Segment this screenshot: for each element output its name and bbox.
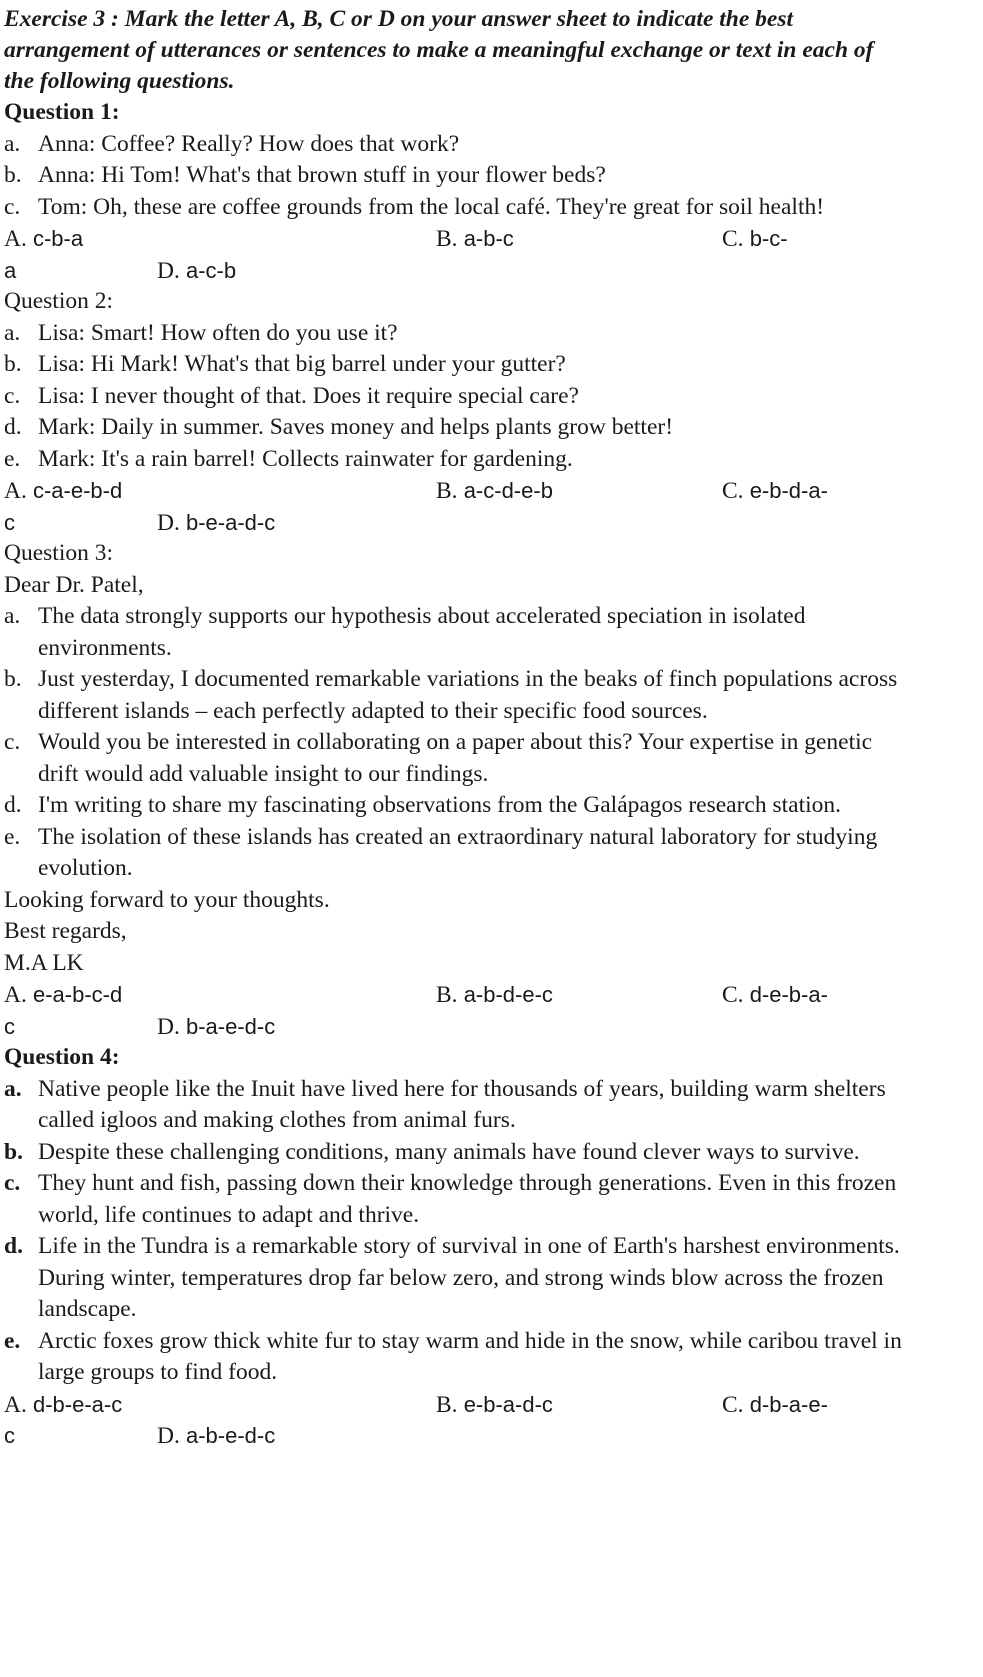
letter-regards: Best regards, xyxy=(4,918,127,944)
q2-option-d[interactable]: D. b-e-a-d-c xyxy=(157,509,276,536)
q3-options-row xyxy=(4,979,983,1011)
question-4-title: Question 4: xyxy=(4,1044,120,1070)
q1-option-a[interactable]: A. c-b-a xyxy=(4,226,84,252)
q3-option-c-wrap: c xyxy=(4,1013,15,1039)
q1-option-c[interactable]: C. b-c- xyxy=(722,226,788,252)
q4-item-a: a. Native people like the Inuit have lived here for thousands of years, building warm shelters called igloos and making clothes from animal furs. xyxy=(4,1075,886,1133)
q4-option-d[interactable]: D. a-b-e-d-c xyxy=(157,1423,276,1449)
q3-option-c[interactable]: C. d-e-b-a- xyxy=(722,982,828,1008)
q1-item-b: b. Anna: Hi Tom! What's that brown stuff in your flower beds? xyxy=(4,162,606,188)
letter-signature: M.A LK xyxy=(4,949,84,976)
exercise-heading: Exercise 3 : Mark the letter A, B, C or D on your answer sheet to indicate the best arrangement of utterances or sentences to make a meaningful exchange or text in each of the following questions. xyxy=(4,6,874,94)
q3-item-a: a. The data strongly supports our hypothesis about accelerated speciation in isolated environments. xyxy=(4,603,806,661)
q2-item-d: d. Mark: Daily in summer. Saves money and helps plants grow better! xyxy=(4,414,674,440)
letter-closing: Looking forward to your thoughts. xyxy=(4,886,330,913)
q2-item-c: c. Lisa: I never thought of that. Does it require special care? xyxy=(4,382,579,409)
q1-option-d[interactable]: D. a-c-b xyxy=(157,257,237,284)
letter-greeting: Dear Dr. Patel, xyxy=(4,571,144,598)
q1-option-c-wrap: a xyxy=(4,257,17,283)
q3-item-d: d. I'm writing to share my fascinating observations from the Galápagos research station. xyxy=(4,792,842,818)
q4-option-a[interactable]: A. d-b-e-a-c xyxy=(4,1391,123,1418)
q4-option-b[interactable]: B. e-b-a-d-c xyxy=(436,1391,553,1418)
question-3-title: Question 3: xyxy=(4,540,114,566)
q3-item-e: e. The isolation of these islands has created an extraordinary natural laboratory for studying evolution. xyxy=(4,823,878,881)
q4-item-e: e. Arctic foxes grow thick white fur to stay warm and hide in the snow, while caribou travel in large groups to find food. xyxy=(4,1327,902,1385)
q4-options-row-2 xyxy=(4,1420,983,1452)
q1-option-b[interactable]: B. a-b-c xyxy=(436,226,514,252)
q3-item-b: b. Just yesterday, I documented remarkable variations in the beaks of finch populations across different islands – each perfectly adapted to their specific food sources. xyxy=(4,666,898,724)
q4-item-c: c. They hunt and fish, passing down their knowledge through generations. Even in this frozen world, life continues to adapt and thrive. xyxy=(4,1170,897,1228)
q2-option-c-wrap: c xyxy=(4,509,15,535)
q2-options-row-2 xyxy=(4,507,983,539)
question-1-title: Question 1: xyxy=(4,99,120,125)
q1-options-row-2 xyxy=(4,255,983,287)
q3-option-b[interactable]: B. a-b-d-e-c xyxy=(436,982,553,1008)
q1-item-a: a. Anna: Coffee? Really? How does that work? xyxy=(4,130,460,157)
q2-options-row xyxy=(4,475,983,507)
q2-item-e: e. Mark: It's a rain barrel! Collects rainwater for gardening. xyxy=(4,445,573,472)
q2-item-a: a. Lisa: Smart! How often do you use it? xyxy=(4,319,398,346)
q4-option-c-wrap: c xyxy=(4,1423,15,1448)
q4-item-b: b. Despite these challenging conditions, many animals have found clever ways to survive. xyxy=(4,1138,860,1165)
q1-options-row xyxy=(4,223,983,255)
q2-item-b: b. Lisa: Hi Mark! What's that big barrel under your gutter? xyxy=(4,351,566,377)
q4-item-d: d. Life in the Tundra is a remarkable story of survival in one of Earth's harshest environments. During winter, temperatures drop far below zero, and strong winds blow across the frozen landscape. xyxy=(4,1233,900,1322)
q2-option-c[interactable]: C. e-b-d-a- xyxy=(722,478,828,504)
q4-option-c[interactable]: C. d-b-a-e- xyxy=(722,1391,828,1418)
q2-option-a[interactable]: A. c-a-e-b-d xyxy=(4,478,123,504)
question-2-title: Question 2: xyxy=(4,288,114,314)
q2-option-b[interactable]: B. a-c-d-e-b xyxy=(436,478,553,504)
q3-item-c: c. Would you be interested in collaborating on a paper about this? Your expertise in genetic drift would add valuable insight to our findings. xyxy=(4,729,873,787)
q3-option-d[interactable]: D. b-a-e-d-c xyxy=(157,1013,276,1040)
q1-item-c: c. Tom: Oh, these are coffee grounds from the local café. They're great for soil health! xyxy=(4,193,825,220)
q3-option-a[interactable]: A. e-a-b-c-d xyxy=(4,982,123,1008)
q4-options-row xyxy=(4,1389,983,1421)
q3-options-row-2 xyxy=(4,1011,983,1043)
